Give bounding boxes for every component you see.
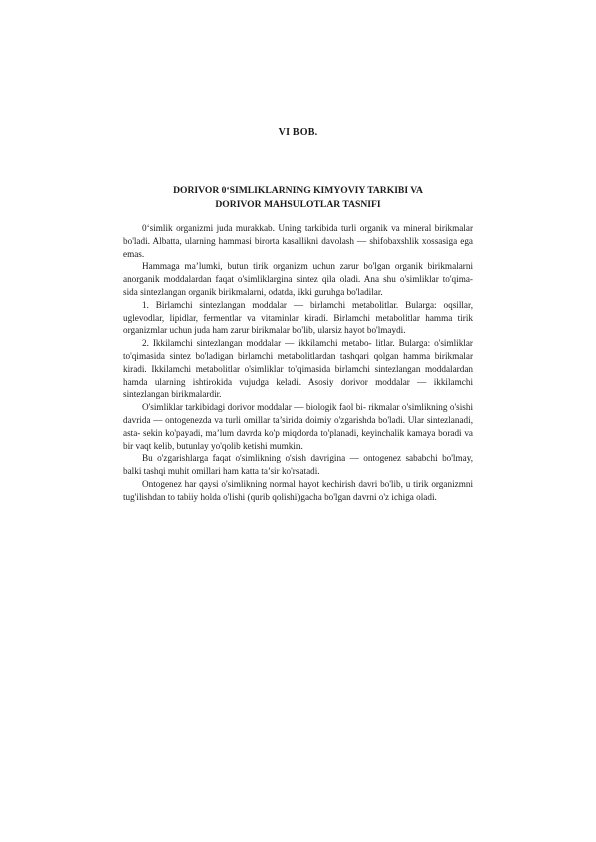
section-title-line-1: DORIVOR 0‘SIMLIKLARNING KIMYOVIY TARKIBI VA [173,185,423,196]
paragraph: 0‘simlik organizmi juda murakkab. Uning tarkibida turli organik va mineral birikmalar bo'ladi. Albatta, ularning hammasi birorta kasallikni davolash — shifobaxshlik xossasiga ega emas. [123,223,473,259]
body-text [123,222,473,504]
paragraph: Hammaga ma’lumki, butun tirik organizm uchun zarur bo'lgan organik birikmalarni anorganik moddalardan faqat o'simliklargina sintez qila oladi. Ana shu o'simliklar to'qima- sida sintezlangan organik birikmalarni, odatda, ikki guruhga bo'ladilar. [123,261,473,297]
paragraph: 1. Birlamchi sintezlangan moddalar — birlamchi metabolitlar. Bularga: oqsillar, uglevodlar, lipidlar, fermentlar va vitaminlar kiradi. Birlamchi metabolitlar hamma tirik organizmlar uchun juda ham zarur birikmalar bo'lib, ularsiz hayot bo'lmaydi. [123,299,473,336]
paragraph: O'simliklar tarkibidagi dorivor moddalar — biologik faol bi- rikmalar o'simlikning o'sishi davrida — ontogenezda va turli omillar ta’sirida doimiy o'zgarishda bo'ladi. Ular sintezlanadi, asta- sekin ko'payadi, ma’lum davrda ko'p miqdorda to'planadi, keyinchalik kamaya boradi va bir vaqt kelib, butunlay yo'qolib ketishi mumkin. [123,402,473,451]
section-title [120,184,476,212]
chapter-heading: VI BOB. [278,127,318,138]
paragraph: 2. Ikkilamchi sintezlangan moddalar — ikkilamchi metabo- litlar. Bularga: o'simliklar to'qimasida sintez bo'ladigan birlamchi metabolitlardan tashqari qolgan hamma birikmalar kiradi. Ikkilamchi metabolitlar o'simliklar to'qimasida birlamchi sintezlangan moddalardan hamda ularning ishtirokida vujudga keladi. Asosiy dorivor moddalar — ikkilamchi sintezlangan birikmalardir. [123,338,473,400]
paragraph: Bu o'zgarishlarga faqat o'simlikning o'sish davrigina — ontogenez sababchi bo'lmay, balki tashqi muhit omillari ham katta ta’sir ko'rsatadi. [123,453,473,477]
paragraph: Ontogenez har qaysi o'simlikning normal hayot kechirish davri bo'lib, u tirik organizmni tug'ilishdan to tabiiy holda o'lishi (qurib qolishi)gacha bo'lgan davrni o'z ichiga oladi. [123,478,473,502]
section-title-line-2: DORIVOR MAHSULOTLAR TASNIFI [215,199,381,210]
